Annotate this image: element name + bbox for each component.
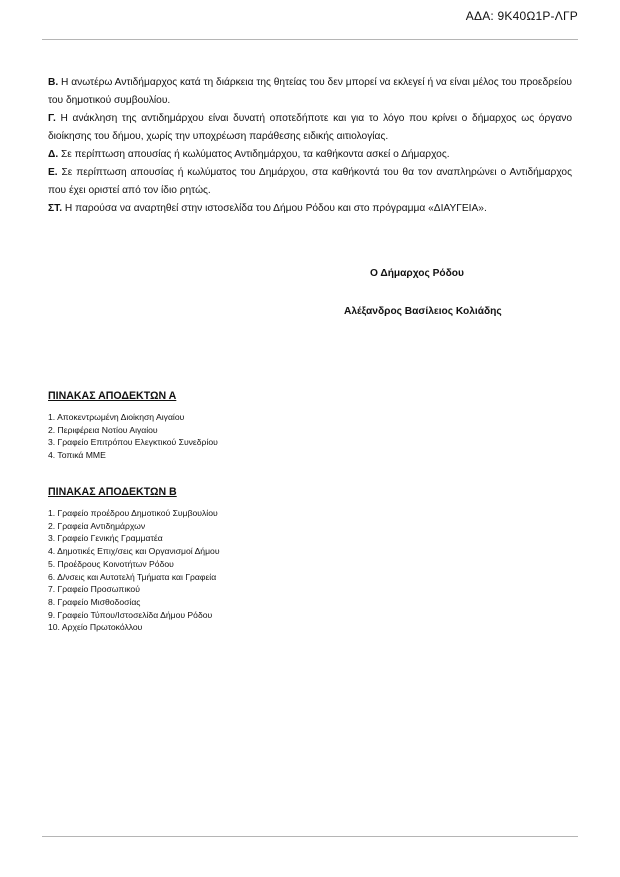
list-item: 10. Αρχείο Πρωτοκόλλου	[48, 622, 143, 633]
paragraph-text: Η παρούσα να αναρτηθεί στην ιστοσελίδα του Δήμου Ρόδου και στο πρόγραμμα «ΔΙΑΥΓΕΙΑ».	[62, 203, 487, 214]
paragraph-text: Η ανάκληση της αντιδημάρχου είναι δυνατή οποτεδήποτε και για το λόγο που κρίνει ο δήμαρχος ως όργανο διοίκησης του δήμου, χωρίς την υποχρέωση παράθεσης ειδικής αιτιολογίας.	[48, 113, 572, 142]
list-item: 3. Γραφείο Γενικής Γραμματέα	[48, 533, 163, 544]
recipients-a-list	[48, 411, 218, 462]
ada-reference: ΑΔΑ: 9Κ40Ω1Ρ-ΛΓΡ	[465, 9, 578, 23]
list-item: 1. Γραφείο προέδρου Δημοτικού Συμβουλίου	[48, 508, 218, 518]
paragraph-label: Β.	[48, 77, 59, 88]
list-item: 7. Γραφείο Προσωπικού	[48, 584, 140, 595]
paragraph-text: Σε περίπτωση απουσίας ή κωλύματος του Δημάρχου, στα καθήκοντά του θα τον αναπληρώνει ο Αντιδήμαρχος που έχει οριστεί από τον ίδιο ρητώς.	[48, 167, 572, 196]
paragraph-d	[48, 146, 572, 164]
list-item: 6. Δ/νσεις και Αυτοτελή Τμήματα και Γραφεία	[48, 571, 217, 582]
paragraph-label: Ε.	[48, 167, 58, 178]
paragraph-st	[48, 200, 572, 218]
recipients-b-heading: ΠΙΝΑΚΑΣ ΑΠΟΔΕΚΤΩΝ Β	[48, 486, 177, 498]
signatory-name: Αλέξανδρος Βασίλειος Κολιάδης	[344, 306, 502, 317]
paragraph-e	[48, 164, 572, 200]
footer-divider	[42, 836, 578, 837]
paragraph-label: Γ.	[48, 113, 56, 124]
list-item: 9. Γραφείο Τύπου/Ιστοσελίδα Δήμου Ρόδου	[48, 609, 213, 620]
list-item: 8. Γραφείο Μισθοδοσίας	[48, 596, 141, 607]
decision-body	[48, 74, 572, 218]
paragraph-b	[48, 74, 572, 110]
paragraph-text: Σε περίπτωση απουσίας ή κωλύματος Αντιδημάρχου, τα καθήκοντα ασκεί ο Δήμαρχος.	[58, 149, 450, 160]
list-item: 2. Περιφέρεια Νοτίου Αιγαίου	[48, 424, 158, 435]
header-divider	[42, 39, 578, 40]
list-item: 3. Γραφείο Επιτρόπου Ελεγκτικού Συνεδρίου	[48, 437, 218, 448]
list-item: 4. Τοπικά ΜΜΕ	[48, 450, 106, 461]
list-item: 1. Αποκεντρωμένη Διοίκηση Αιγαίου	[48, 412, 185, 422]
recipients-b-list	[48, 507, 220, 634]
paragraph-g	[48, 110, 572, 146]
list-item: 5. Προέδρους Κοινοτήτων Ρόδου	[48, 558, 174, 569]
paragraph-text: Η ανωτέρω Αντιδήμαρχος κατά τη διάρκεια της θητείας του δεν μπορεί να εκλεγεί ή να είναι μέλος του προεδρείου του δημοτικού συμβουλίου.	[48, 77, 572, 106]
paragraph-label: ΣΤ.	[48, 203, 63, 214]
signatory-title: Ο Δήμαρχος Ρόδου	[370, 268, 464, 279]
list-item: 4. Δημοτικές Επιχ/σεις και Οργανισμοί Δήμου	[48, 546, 220, 557]
recipients-a-heading: ΠΙΝΑΚΑΣ ΑΠΟΔΕΚΤΩΝ Α	[48, 390, 177, 402]
list-item: 2. Γραφεία Αντιδημάρχων	[48, 520, 146, 531]
paragraph-label: Δ.	[48, 149, 59, 160]
